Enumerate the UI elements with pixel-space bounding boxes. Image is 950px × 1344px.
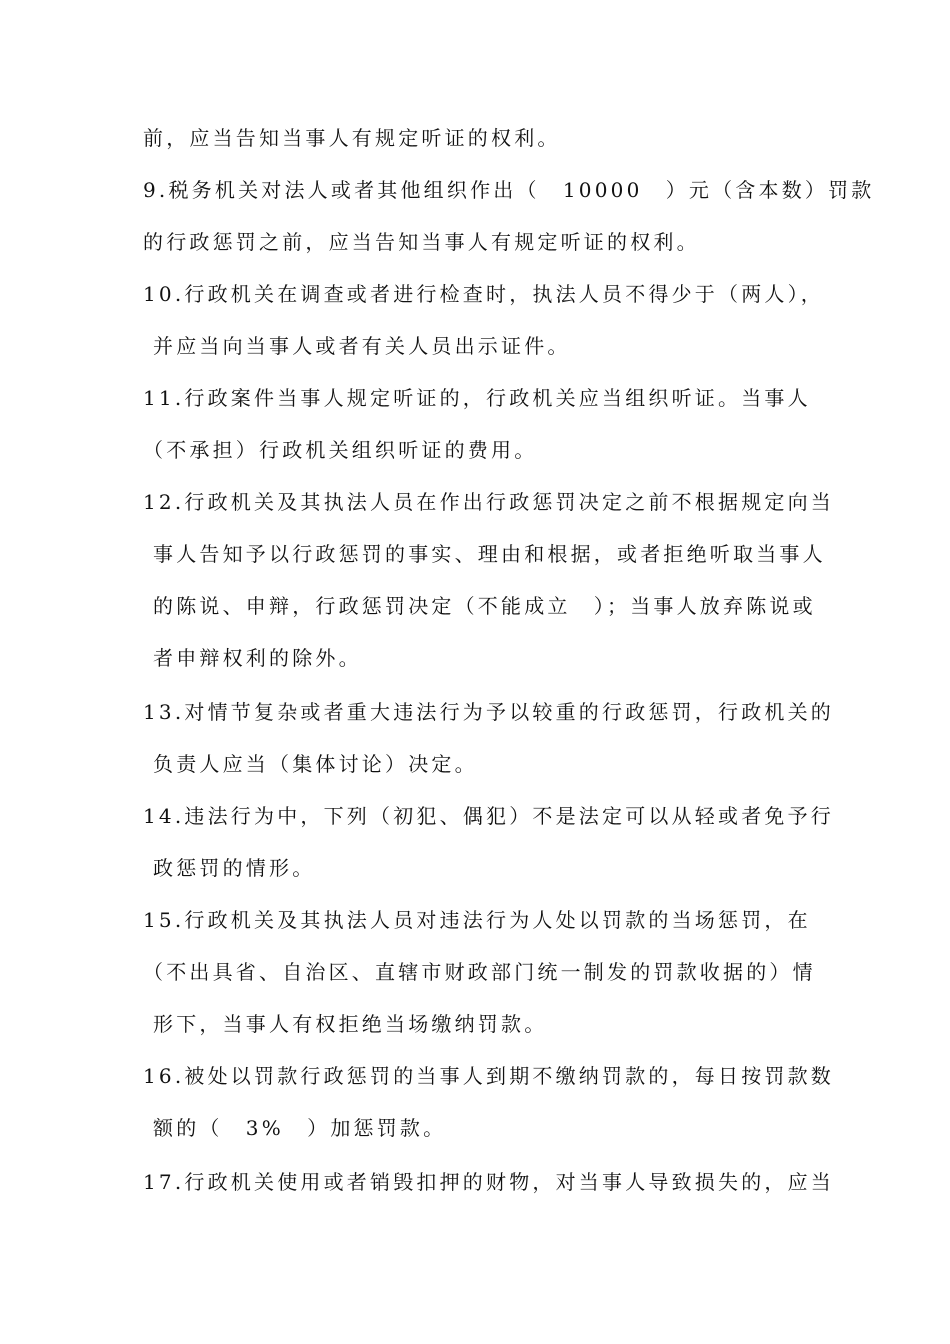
text-line: 17.行政机关使用或者销毁扣押的财物，对当事人导致损失的，应当 — [143, 1170, 835, 1194]
text-line: 13.对情节复杂或者重大违法行为予以较重的行政惩罚，行政机关的 — [143, 700, 835, 724]
text-line: 者申辩权利的除外。 — [153, 646, 362, 670]
text-line: 16.被处以罚款行政惩罚的当事人到期不缴纳罚款的，每日按罚款数 — [143, 1064, 835, 1088]
text-line: 并应当向当事人或者有关人员出示证件。 — [153, 334, 571, 358]
text-line: 额的（ 3% ）加惩罚款。 — [153, 1116, 447, 1140]
text-line: （不承担）行政机关组织听证的费用。 — [143, 438, 538, 462]
text-line: 14.违法行为中，下列（初犯、偶犯）不是法定可以从轻或者免予行 — [143, 804, 835, 828]
text-line: 前，应当告知当事人有规定听证的权利。 — [143, 126, 561, 150]
text-line: 负责人应当（集体讨论）决定。 — [153, 752, 478, 776]
text-line: 9.税务机关对法人或者其他组织作出（ 10000 ）元（含本数）罚款 — [143, 178, 875, 202]
text-line: （不出具省、自治区、直辖市财政部门统一制发的罚款收据的）情 — [143, 960, 816, 984]
text-line: 形下，当事人有权拒绝当场缴纳罚款。 — [153, 1012, 548, 1036]
text-line: 事人告知予以行政惩罚的事实、理由和根据，或者拒绝听取当事人 — [153, 542, 826, 566]
text-line: 10.行政机关在调查或者进行检查时，执法人员不得少于（两人）， — [143, 282, 825, 306]
text-line: 12.行政机关及其执法人员在作出行政惩罚决定之前不根据规定向当 — [143, 490, 835, 514]
text-line: 的陈说、申辩，行政惩罚决定（不能成立 ）；当事人放弃陈说或 — [153, 594, 816, 618]
text-line: 15.行政机关及其执法人员对违法行为人处以罚款的当场惩罚，在 — [143, 908, 811, 932]
text-line: 政惩罚的情形。 — [153, 856, 316, 880]
text-line: 的行政惩罚之前，应当告知当事人有规定听证的权利。 — [143, 230, 700, 254]
text-line: 11.行政案件当事人规定听证的，行政机关应当组织听证。当事人 — [143, 386, 811, 410]
